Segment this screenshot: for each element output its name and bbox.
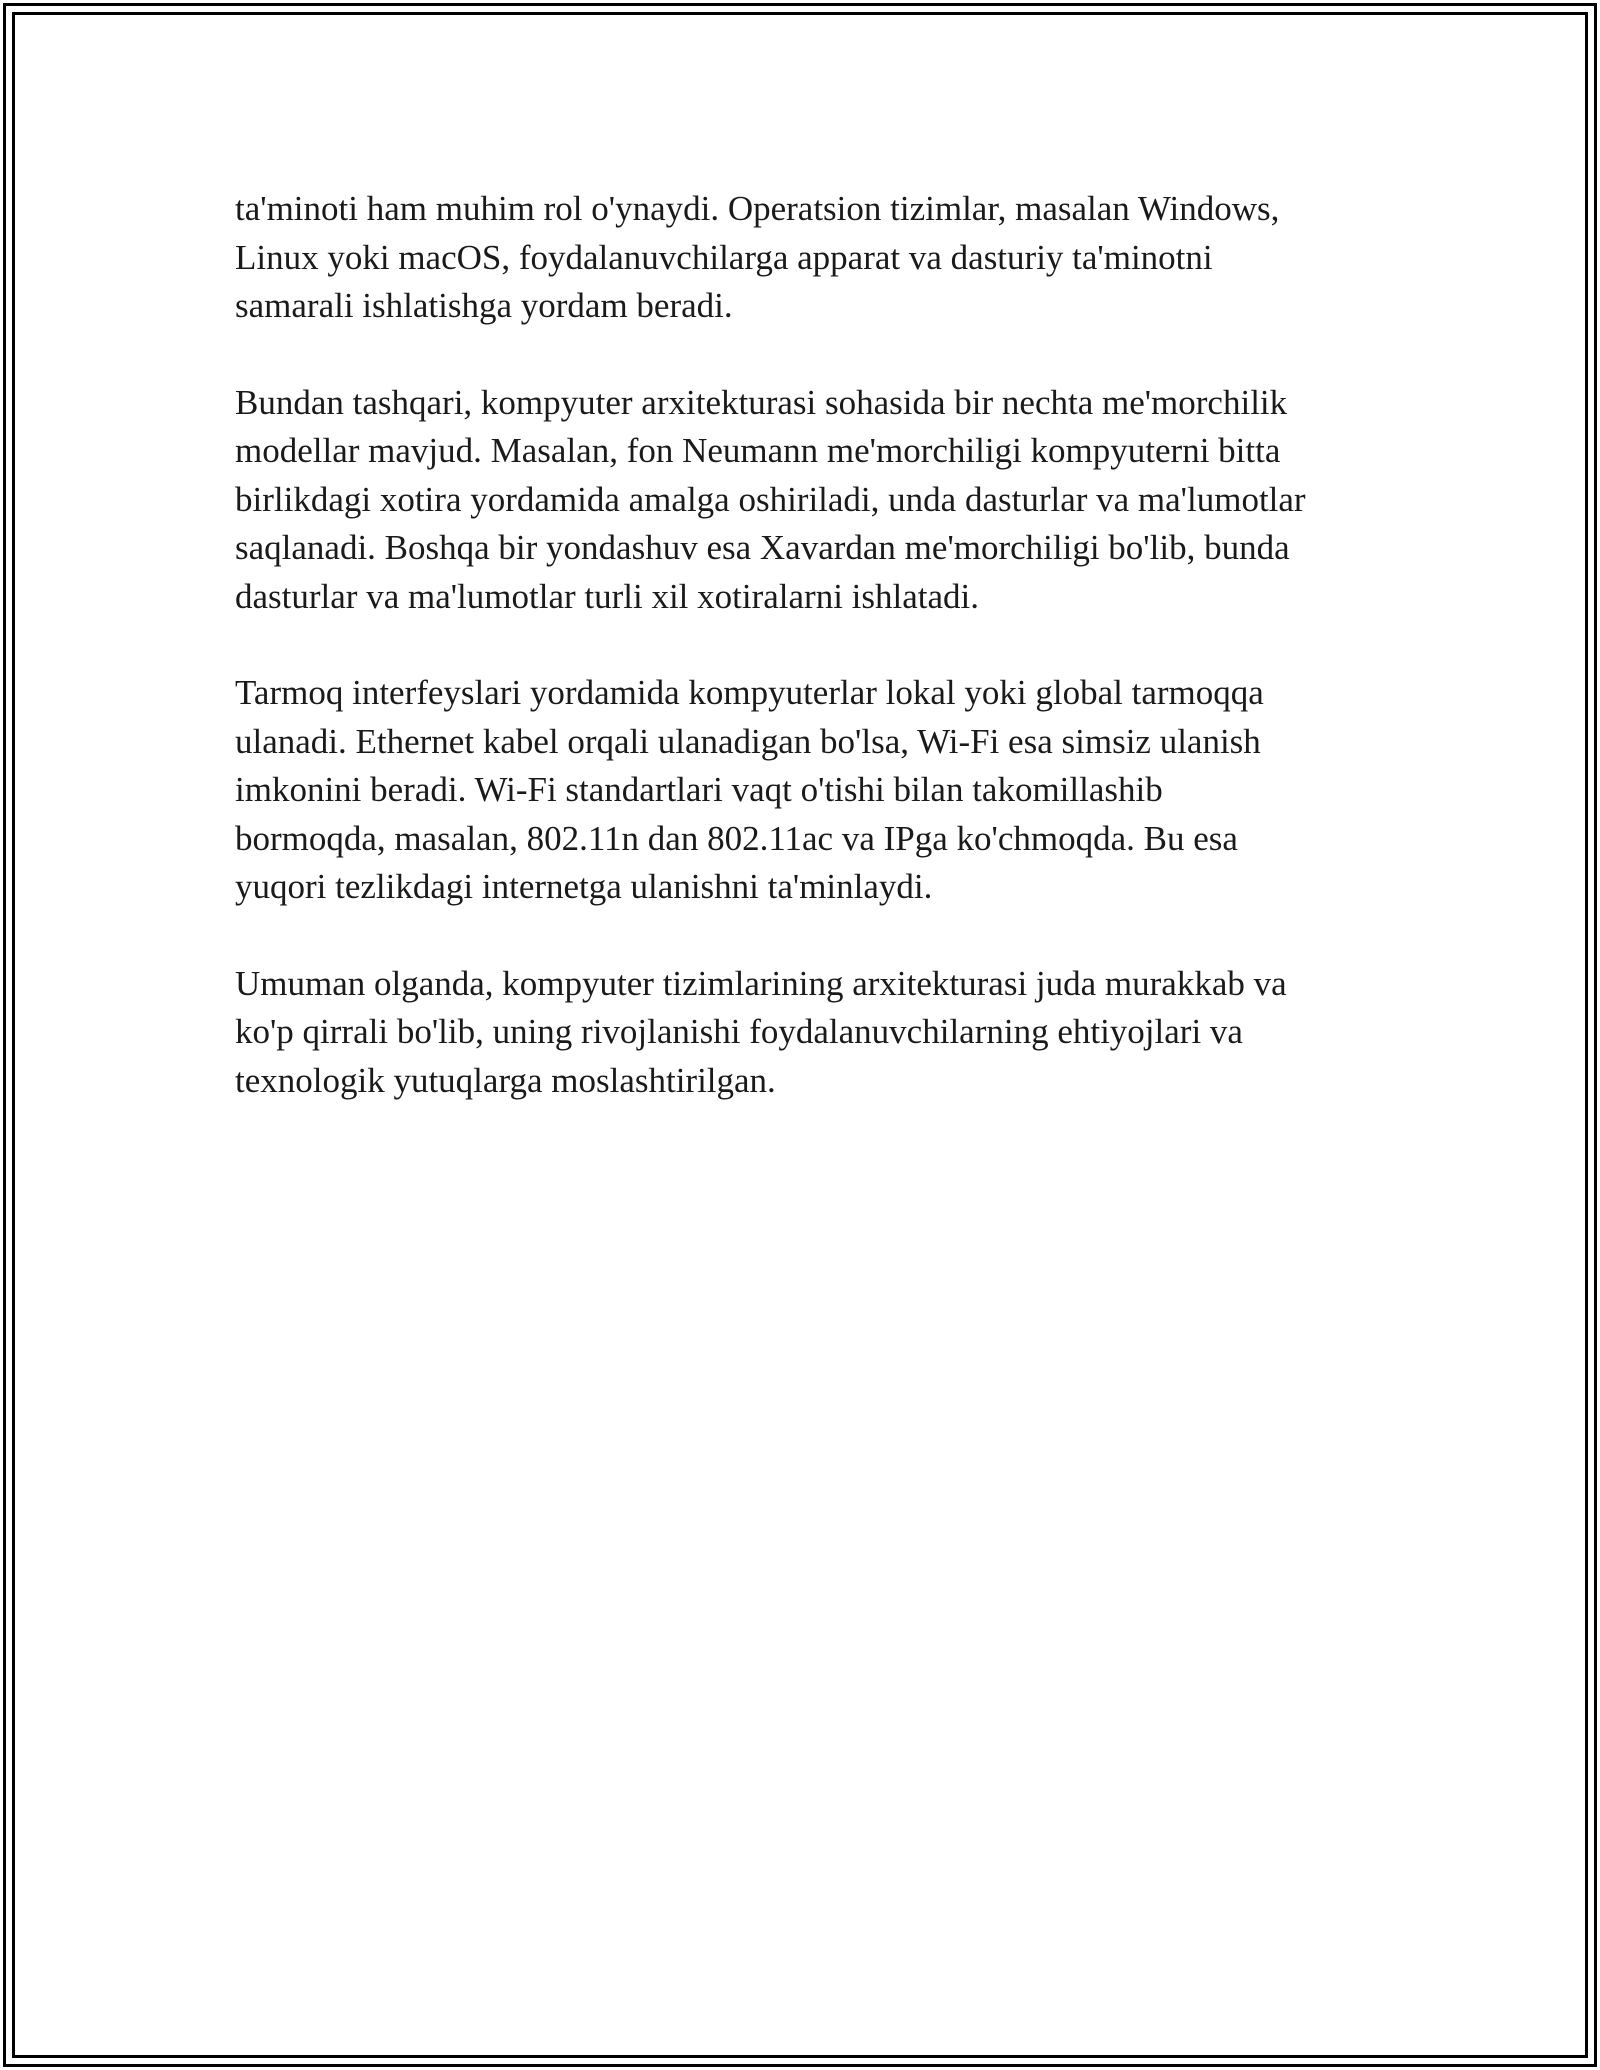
paragraph-3 (235, 669, 1395, 912)
paragraph-line: birlikdagi xotira yordamida amalga oshiriladi, unda dasturlar va ma'lumotlar (235, 479, 1306, 519)
paragraph-line: ko'p qirrali bo'lib, uning rivojlanishi foydalanuvchilarning ehtiyojlari va (235, 1012, 1243, 1051)
paragraph-line: dasturlar va ma'lumotlar turli xil xotiralarni ishlatadi. (235, 576, 980, 616)
paragraph-line: Umuman olganda, kompyuter tizimlarining arxitekturasi juda murakkab va (235, 963, 1287, 1003)
paragraph-1 (235, 185, 1395, 331)
paragraph-line: Linux yoki macOS, foydalanuvchilarga apparat va dasturiy ta'minotni (235, 237, 1213, 277)
paragraph-line: ta'minoti ham muhim rol o'ynaydi. Operatsion tizimlar, masalan Windows, (235, 189, 1280, 228)
paragraph-line: Bundan tashqari, kompyuter arxitekturasi sohasida bir nechta me'morchilik (235, 382, 1288, 422)
paragraph-line: yuqori tezlikdagi internetga ulanishni ta'minlaydi. (235, 867, 933, 906)
paragraph-4 (235, 960, 1395, 1106)
paragraph-line: ulanadi. Ethernet kabel orqali ulanadigan bo'lsa, Wi-Fi esa simsiz ulanish (235, 721, 1261, 761)
paragraph-line: texnologik yutuqlarga moslashtirilgan. (235, 1060, 776, 1100)
paragraph-line: samarali ishlatishga yordam beradi. (235, 286, 733, 325)
paragraph-line: saqlanadi. Boshqa bir yondashuv esa Xavardan me'morchiligi bo'lib, bunda (235, 528, 1290, 567)
paragraph-line: bormoqda, masalan, 802.11n dan 802.11ac va IPga ko'chmoqda. Bu esa (235, 818, 1238, 858)
paragraph-line: modellar mavjud. Masalan, fon Neumann me'morchiligi kompyuterni bitta (235, 431, 1281, 470)
paragraph-line: imkonini beradi. Wi-Fi standartlari vaqt o'tishi bilan takomillashib (235, 770, 1163, 809)
paragraph-line: Tarmoq interfeyslari yordamida kompyuterlar lokal yoki global tarmoqqa (235, 673, 1264, 712)
document-body (235, 185, 1395, 1153)
paragraph-2 (235, 379, 1395, 622)
